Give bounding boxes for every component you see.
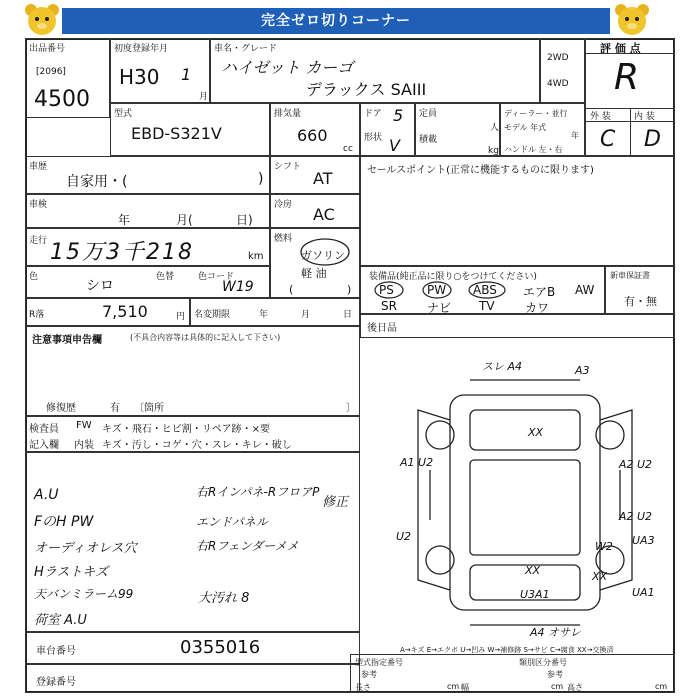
grade-label: 評 価 点 bbox=[600, 42, 641, 55]
inspection-year: 年 bbox=[118, 213, 131, 227]
footer-cm: cm bbox=[447, 682, 460, 691]
km-unit: km bbox=[248, 251, 264, 262]
dealer-label: ディーラー・並行 bbox=[504, 109, 568, 118]
handle-label: ハンドル 左・右 bbox=[504, 145, 563, 154]
note-line: エンドパネル bbox=[196, 515, 268, 529]
inspection-day: 日) bbox=[236, 213, 253, 227]
lot-label: 出品番号 bbox=[29, 44, 66, 54]
damage-mark: UA1 bbox=[632, 586, 655, 599]
inspection-month: 月( bbox=[176, 213, 193, 227]
footer-ref: 参考 bbox=[361, 670, 377, 679]
repair-label: 修復歴 bbox=[46, 403, 76, 414]
note-line: 天バンミラーム99 bbox=[34, 587, 134, 601]
yen-unit: 円 bbox=[176, 312, 186, 322]
grade-score: R bbox=[614, 57, 640, 98]
diagram-legend: A→キズ E→エクボ U→凹み W→補修跡 S→サビ C→腐食 XX→交換済 bbox=[400, 646, 614, 654]
model-label: 型式 bbox=[114, 109, 133, 119]
footer-cm: cm bbox=[655, 682, 668, 691]
inspector-interior: 内装 bbox=[74, 440, 94, 451]
warranty-value: 有・無 bbox=[624, 295, 657, 308]
displacement-value: 660 bbox=[297, 126, 328, 145]
shift-cell bbox=[270, 156, 360, 194]
doors-label: ドア bbox=[364, 109, 382, 119]
divider bbox=[585, 53, 675, 54]
note-line: 修正 bbox=[322, 495, 349, 510]
model-year-label: モデル 年式 bbox=[504, 123, 547, 132]
rear-label: 後日品 bbox=[367, 323, 397, 334]
int-label: 内 装 bbox=[634, 112, 655, 122]
drive-2wd: 2WD bbox=[547, 53, 569, 63]
footer-width: 幅 bbox=[461, 683, 469, 692]
note-line: 大汚れ 8 bbox=[198, 591, 250, 606]
kg-unit: kg bbox=[488, 146, 499, 156]
handwritten-notes bbox=[25, 452, 360, 632]
color-change-label: 色替 bbox=[156, 272, 175, 282]
inspector-cell bbox=[25, 416, 360, 452]
damage-mark: A1 U2 bbox=[400, 456, 434, 469]
damage-mark: U3A1 bbox=[520, 588, 550, 601]
cc-unit: cc bbox=[343, 144, 353, 154]
equipment-circle-marks bbox=[369, 280, 519, 300]
int-grade: D bbox=[644, 127, 661, 152]
equip-aw: AW bbox=[575, 283, 595, 297]
load-label: 積載 bbox=[419, 135, 438, 145]
note-line: オーディオレス穴 bbox=[34, 541, 137, 556]
equip-tv: TV bbox=[479, 299, 495, 313]
equipment-label: 装備品(純正品に限り○をつけてください) bbox=[369, 272, 537, 282]
mileage-value: 15万3千218 bbox=[50, 240, 194, 265]
footer-class-label: 類別区分番号 bbox=[519, 658, 567, 667]
displacement-label: 排気量 bbox=[274, 109, 302, 119]
color-cell bbox=[25, 266, 270, 298]
chassis-cell bbox=[25, 632, 360, 664]
lot-cell bbox=[25, 38, 110, 118]
owner-day: 日 bbox=[343, 310, 353, 320]
owner-label: 名変期限 bbox=[194, 310, 231, 320]
teddy-bear-icon bbox=[22, 2, 62, 38]
color-code: W19 bbox=[222, 279, 254, 295]
shift-label: シフト bbox=[274, 162, 302, 172]
color-label: 色 bbox=[29, 272, 39, 282]
note-line: 荷室 A.U bbox=[34, 613, 87, 628]
sales-point-cell bbox=[360, 156, 675, 266]
reg-number-label: 登録番号 bbox=[36, 677, 76, 688]
ext-label: 外 装 bbox=[590, 112, 611, 122]
drive-cell bbox=[540, 38, 585, 103]
footer-cell bbox=[350, 654, 675, 693]
vehicle-damage-diagram bbox=[370, 340, 670, 640]
history-label: 車歴 bbox=[29, 162, 48, 172]
registration-year: H30 bbox=[119, 65, 160, 89]
price-label: R落 bbox=[29, 310, 45, 320]
chassis-value: 0355016 bbox=[180, 637, 261, 658]
inspector-row1: キズ・飛石・ヒビ割・リペア跡・×要 bbox=[102, 424, 270, 435]
vehicle-cell bbox=[210, 38, 540, 103]
fuel-gas: ガソリン bbox=[301, 249, 345, 262]
equip-airbag: エアB bbox=[523, 285, 556, 299]
aircon-value: AC bbox=[313, 205, 335, 224]
damage-mark: W2 bbox=[595, 540, 613, 553]
repair-value: 有 bbox=[110, 403, 120, 414]
note-line: FのH PW bbox=[34, 514, 94, 530]
owner-month: 月 bbox=[301, 310, 311, 320]
lot-number: 4500 bbox=[34, 87, 90, 112]
warranty-cell bbox=[605, 266, 675, 314]
rear-cell bbox=[360, 314, 675, 338]
history-value: 自家用・( bbox=[66, 174, 128, 190]
damage-mark: XX bbox=[592, 570, 608, 583]
gasoline-circle-mark bbox=[299, 237, 351, 267]
drive-4wd: 4WD bbox=[547, 79, 569, 89]
note-line: 右Rインパネ-RフロアP bbox=[196, 485, 320, 499]
model-value: EBD-S321V bbox=[131, 124, 222, 143]
fuel-diesel: 軽 油 bbox=[301, 267, 327, 280]
footer-length: 長さ bbox=[355, 683, 371, 692]
equip-leather: カワ bbox=[525, 301, 550, 315]
shape-label: 形状 bbox=[364, 133, 383, 143]
inspection-cell bbox=[25, 194, 270, 228]
history-cell: 車歴 自家用・( ) bbox=[25, 156, 270, 194]
aircon-label: 冷房 bbox=[274, 200, 293, 210]
sales-point-label: セールスポイント(正常に機能するものに限ります) bbox=[367, 165, 594, 176]
equip-sr: SR bbox=[381, 299, 397, 313]
doors-cell bbox=[360, 103, 415, 156]
doors-value: 5 bbox=[393, 106, 404, 125]
equip-abs: ABS bbox=[473, 283, 497, 297]
damage-mark: スレ A4 bbox=[482, 360, 523, 373]
damage-mark: UA3 bbox=[632, 534, 655, 547]
model-cell bbox=[110, 103, 270, 156]
vehicle-grade: デラックス SAIII bbox=[306, 80, 427, 99]
footer-model-label: 型式指定番号 bbox=[355, 658, 403, 667]
inspector-fill-label: 記入欄 bbox=[29, 440, 59, 451]
reg-number-cell bbox=[25, 664, 360, 693]
chassis-label: 車台番号 bbox=[36, 646, 76, 657]
footer-ref: 参考 bbox=[547, 670, 563, 679]
registration-label: 初度登録年月 bbox=[114, 44, 169, 54]
notes-label: 注意事項申告欄 bbox=[32, 335, 102, 346]
year-unit: 年 bbox=[571, 131, 579, 140]
teddy-bear-icon bbox=[612, 2, 652, 38]
divider bbox=[630, 108, 631, 156]
damage-mark: XX bbox=[528, 426, 544, 439]
inspector-row2: キズ・汚し・コゲ・穴・スレ・キレ・破し bbox=[102, 440, 292, 451]
damage-mark: U2 bbox=[396, 530, 412, 543]
color-code-label: 色コード bbox=[198, 272, 235, 282]
registration-month: 1 bbox=[181, 65, 192, 84]
lot-code: [2096] bbox=[36, 67, 66, 77]
aircon-cell bbox=[270, 194, 360, 228]
price-value: 7,510 bbox=[102, 302, 148, 321]
person-unit: 人 bbox=[490, 123, 500, 133]
note-line: Hラストキズ bbox=[34, 565, 109, 580]
damage-mark: A2 U2 bbox=[618, 458, 652, 471]
ext-grade: C bbox=[600, 127, 616, 152]
equipment-cell bbox=[360, 266, 605, 314]
inspector-label: 検査員 bbox=[29, 424, 59, 435]
inspection-label: 車検 bbox=[29, 200, 48, 210]
inspector-fw: FW bbox=[76, 420, 92, 431]
shape-value: V bbox=[389, 136, 400, 155]
repair-place: 〔箇所 bbox=[134, 403, 164, 414]
owner-year: 年 bbox=[259, 310, 269, 320]
note-line: 右Rフェンダーメメ bbox=[196, 539, 299, 553]
note-line: A.U bbox=[34, 487, 59, 503]
price-cell bbox=[25, 298, 190, 326]
damage-mark: A4 オサレ bbox=[530, 626, 581, 639]
capacity-label: 定員 bbox=[419, 109, 438, 119]
damage-mark: A2 U2 bbox=[618, 510, 652, 523]
fuel-label: 燃料 bbox=[274, 234, 293, 244]
equip-pw: PW bbox=[427, 283, 447, 297]
fuel-cell: 燃料 ガソリン 軽 油 ( ) bbox=[270, 228, 360, 298]
shift-value: AT bbox=[313, 169, 333, 188]
color-value: シロ bbox=[86, 278, 114, 294]
warranty-label: 新車保証書 bbox=[610, 271, 650, 280]
notes-cell: 注意事項申告欄 (不具合内容等は具体的に記入して下さい) 修復歴 有 〔箇所 〕 bbox=[25, 326, 360, 416]
footer-cm: cm bbox=[551, 682, 564, 691]
owner-cell bbox=[190, 298, 360, 326]
capacity-cell bbox=[415, 103, 500, 156]
footer-height: 高さ bbox=[567, 683, 583, 692]
damage-mark: A3 bbox=[575, 364, 590, 377]
equip-navi: ナビ bbox=[427, 301, 452, 315]
equip-ps: PS bbox=[379, 283, 394, 297]
dealer-cell bbox=[500, 103, 585, 156]
mileage-label: 走行 bbox=[29, 236, 48, 246]
page-title: 完全ゼロ切りコーナー bbox=[62, 8, 610, 34]
month-unit: 月 bbox=[199, 92, 209, 102]
notes-sub: (不具合内容等は具体的に記入して下さい) bbox=[130, 333, 281, 342]
vehicle-name: ハイゼット カーゴ bbox=[221, 58, 354, 77]
vehicle-label: 車名・グレード bbox=[214, 44, 278, 54]
damage-mark: XX bbox=[525, 564, 541, 577]
registration-cell bbox=[110, 38, 210, 103]
displacement-cell bbox=[270, 103, 360, 156]
mileage-cell bbox=[25, 228, 270, 266]
